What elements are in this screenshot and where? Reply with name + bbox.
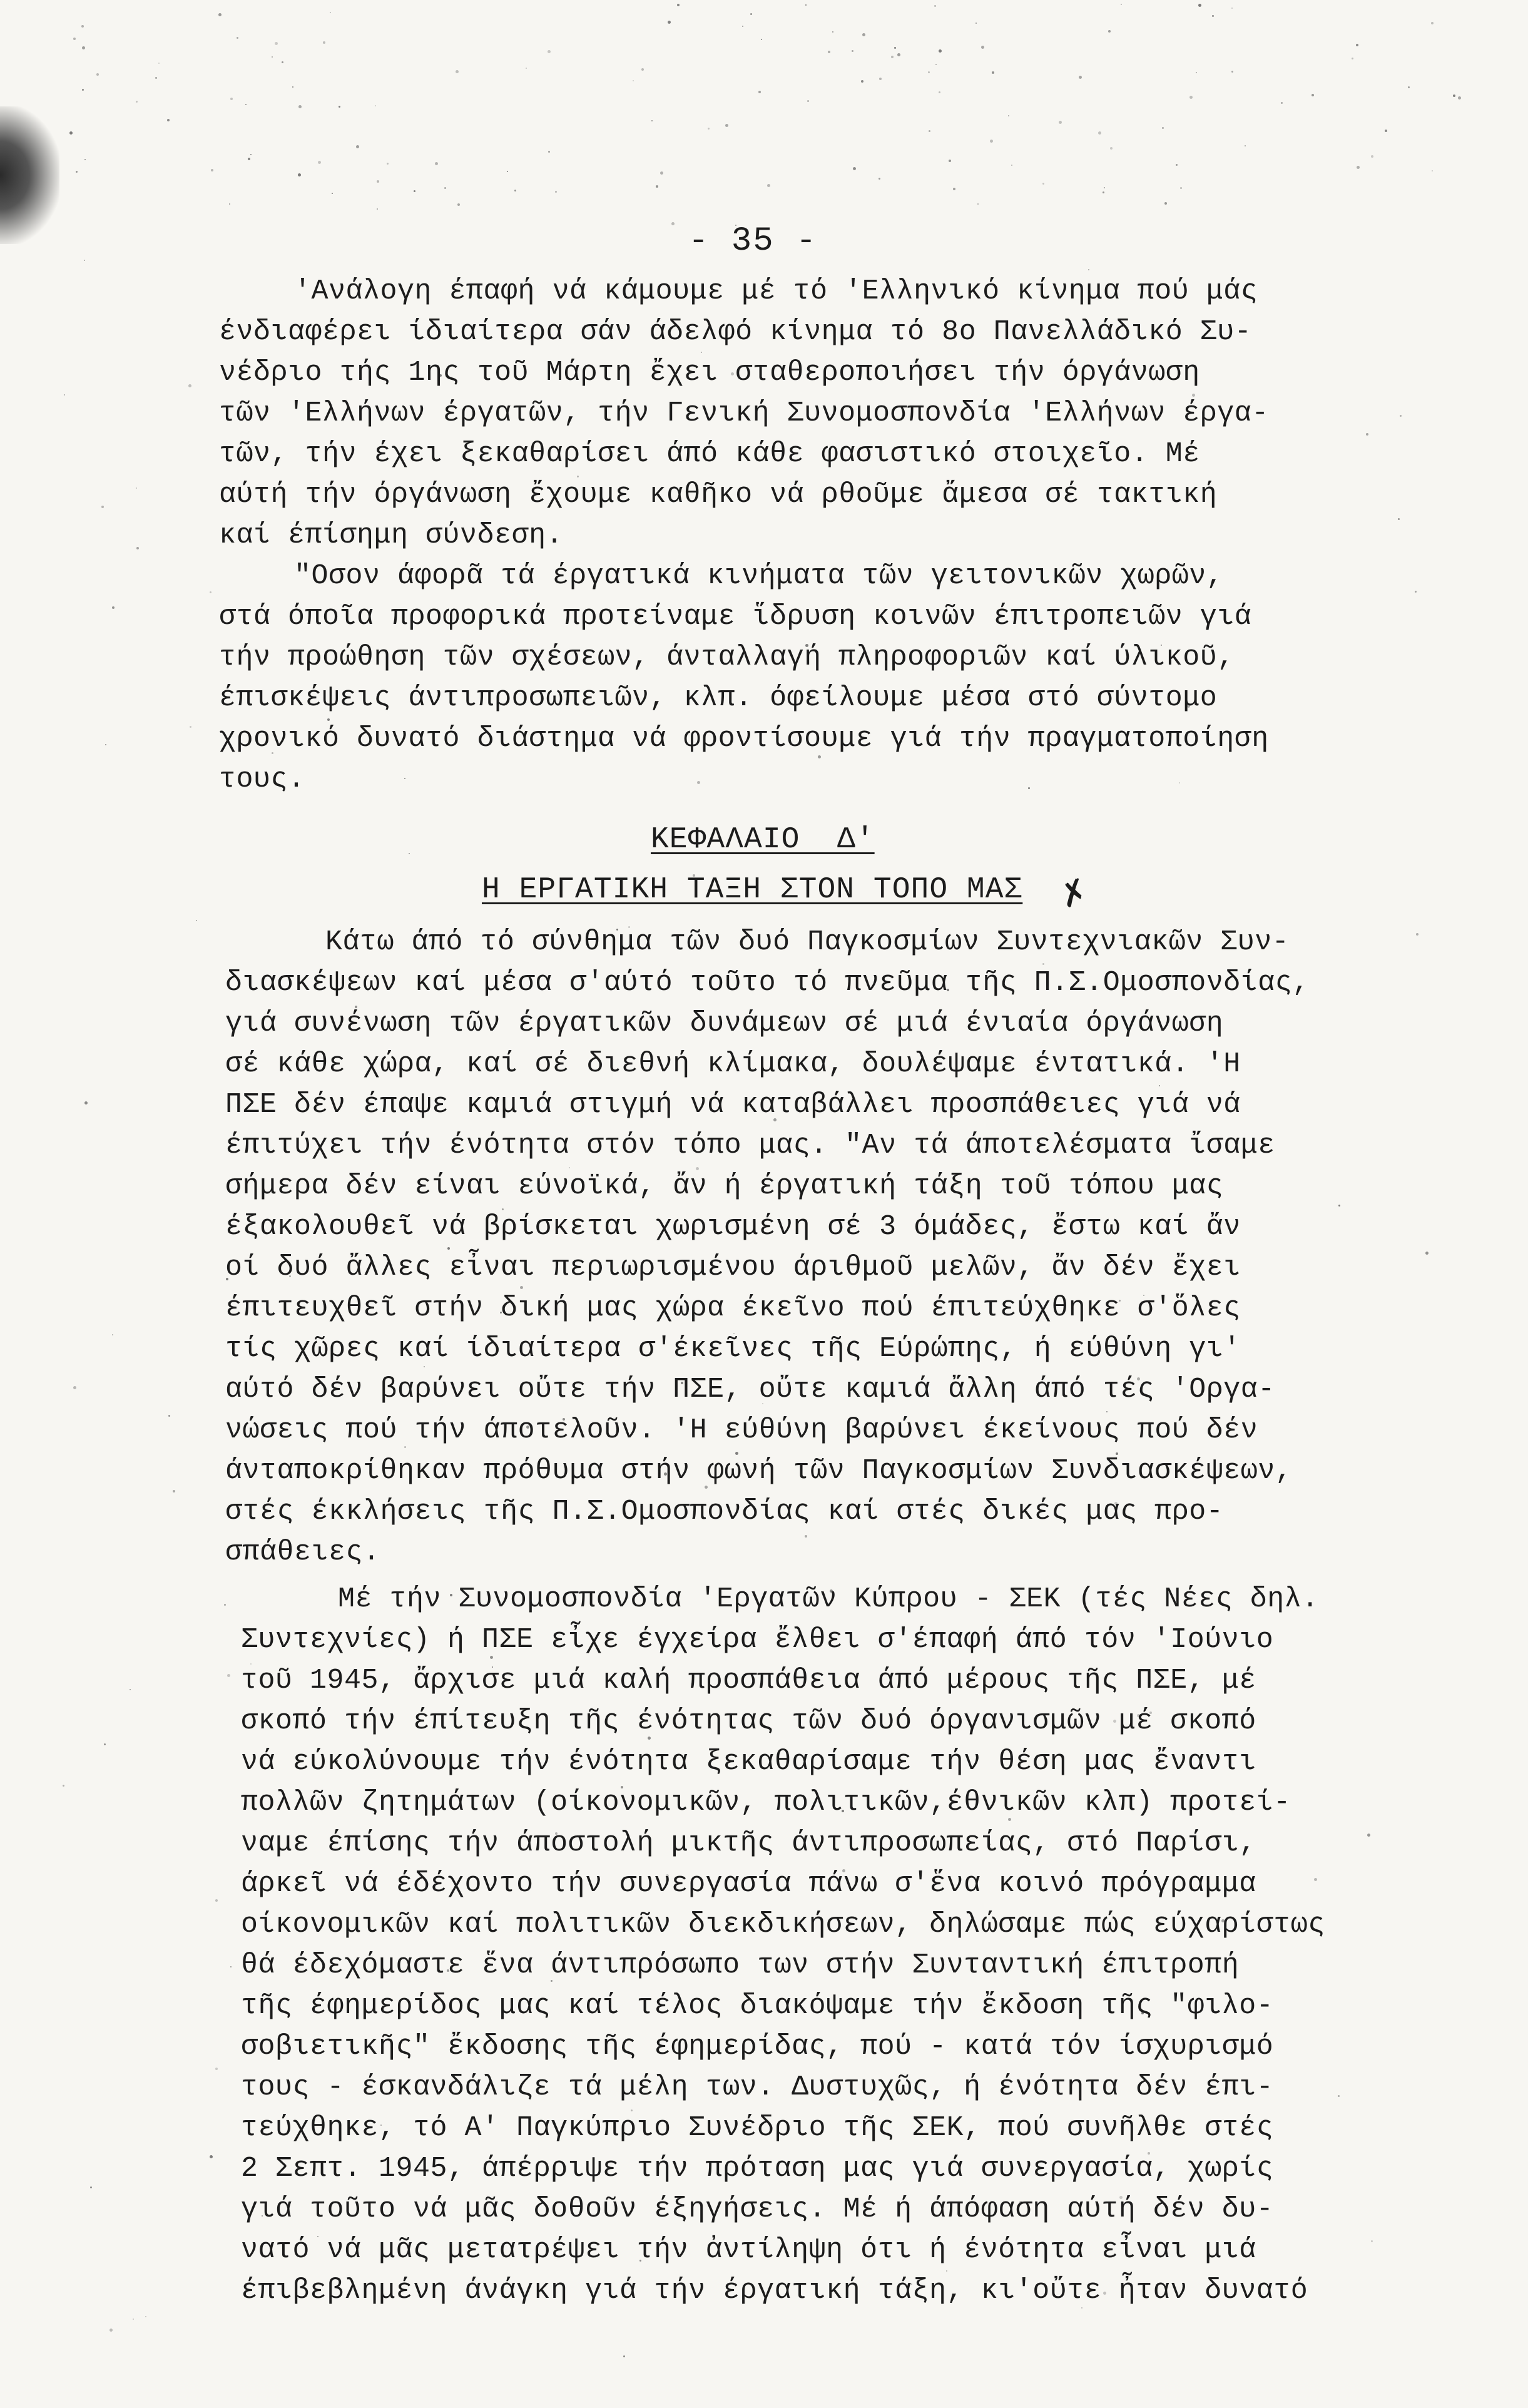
scan-speck: [155, 77, 157, 79]
scan-speck: [224, 1604, 226, 1606]
scan-speck: [514, 190, 516, 191]
scan-speck: [173, 1490, 175, 1492]
scan-speck: [1108, 30, 1111, 33]
scan-speck: [101, 506, 104, 508]
scan-speck: [1079, 76, 1082, 79]
text-line: θά έδεχόμαστε ἕνα άντιπρόσωπο των στήν Συνταντική έπιτροπή: [241, 1949, 1240, 1981]
scan-speck: [136, 101, 138, 103]
scan-speck: [215, 2068, 218, 2070]
scan-speck: [158, 63, 160, 64]
text-line: σπάθειες.: [225, 1536, 380, 1568]
scan-speck: [218, 13, 222, 16]
scan-speck: [1416, 933, 1418, 936]
scan-speck: [69, 131, 73, 135]
scan-speck: [879, 78, 882, 80]
scan-speck: [767, 184, 770, 187]
text-line: Μέ τήν Συνομοσπονδία 'Εργατῶν Κύπρου - ΣΕΚ (τές Νέες δηλ.: [338, 1583, 1319, 1615]
text-line: 'Ανάλογη έπαφή νά κάμουμε μέ τό 'Ελληνικό κίνημα πού μάς: [294, 275, 1258, 307]
scan-speck: [725, 124, 728, 127]
chapter-label: ΚΕΦΑΛΑΙΟ Δ': [651, 823, 875, 857]
scan-speck: [298, 105, 302, 108]
scan-speck: [227, 1674, 230, 1677]
scan-speck: [879, 178, 880, 180]
scan-speck: [1212, 15, 1214, 17]
scan-speck: [1367, 1834, 1370, 1837]
scan-speck: [805, 1535, 807, 1538]
scan-speck: [548, 50, 551, 53]
scan-speck: [82, 46, 85, 49]
text-line: έπιβεβλημένη άνάγκη γιά τήν έργατική τάξη, κι'οὔτε ἦταν δυνατό: [241, 2275, 1308, 2307]
scan-speck: [697, 781, 700, 784]
scan-speck: [1431, 22, 1434, 24]
scan-speck: [133, 2319, 134, 2320]
scan-speck: [1398, 518, 1400, 520]
scan-speck: [318, 161, 321, 164]
scan-speck: [82, 89, 84, 91]
scan-speck: [81, 25, 84, 28]
scan-speck: [1432, 170, 1433, 171]
text-line: Κάτω άπό τό σύνθημα τῶν δυό Παγκοσμίων Συντεχνιακῶν Συν-: [325, 926, 1290, 958]
text-line: 2 Σεπτ. 1945, άπέρριψε τήν πρόταση μας γιά συνεργασία, χωρίς: [241, 2153, 1274, 2185]
text-line: καί έπίσημη σύνδεση.: [219, 519, 564, 551]
text-line: τήν προώθηση τῶν σχέσεων, άνταλλαγή πληροφοριῶν καί ύλικοῦ,: [219, 641, 1235, 673]
scan-speck: [977, 203, 979, 205]
scan-speck: [1164, 202, 1167, 205]
scan-speck: [145, 2316, 146, 2317]
scan-speck: [761, 39, 762, 40]
scan-speck: [1408, 86, 1410, 88]
text-line: πολλῶν ζητημάτων (οίκονομικῶν, πολιτικῶν,έθνικῶν κλπ) προτεί-: [241, 1787, 1291, 1819]
scan-speck: [84, 1101, 88, 1105]
scan-speck: [953, 188, 955, 190]
text-line: "Οσον άφορᾶ τά έργατικά κινήματα τῶν γειτονικῶν χωρῶν,: [294, 560, 1224, 592]
scan-speck: [457, 203, 460, 206]
scan-speck: [1088, 269, 1089, 270]
text-line: τους - έσκανδάλιζε τά μέλη των. Δυστυχῶς, ή ένότητα δέν έπι-: [241, 2071, 1274, 2103]
scan-speck: [1371, 2240, 1373, 2242]
text-line: χρονικό δυνατό διάστημα νά φροντίσουμε γιά τήν πραγματοποίηση: [219, 723, 1269, 755]
scan-speck: [112, 1334, 113, 1335]
scan-speck: [210, 591, 211, 593]
text-line: τῶν, τήν έχει ξεκαθαρίσει άπό κάθε φασιστικό στοιχεῖο. Μέ: [219, 438, 1200, 470]
text-line: τῆς έφημερίδος μας καί τέλος διακόψαμε τήν ἔκδοση τῆς "φιλο-: [241, 1990, 1274, 2022]
scan-speck: [130, 1689, 131, 1690]
scan-speck: [990, 140, 993, 143]
scan-speck: [949, 160, 951, 162]
scan-speck: [832, 31, 833, 33]
scan-speck: [807, 100, 809, 102]
scan-speck: [1189, 96, 1193, 99]
scan-speck: [1011, 165, 1012, 166]
scan-speck: [1176, 164, 1178, 166]
scan-speck: [934, 5, 936, 7]
scan-speck: [456, 70, 459, 73]
text-line: γιά συνένωση τῶν έργατικῶν δυνάμεων σέ μιά ένιαία όργάνωση: [225, 1008, 1224, 1039]
scan-speck: [330, 12, 331, 13]
scan-speck: [377, 180, 379, 183]
scan-speck: [490, 1656, 493, 1659]
scan-speck: [992, 71, 994, 74]
scan-speck: [818, 755, 821, 758]
scan-speck: [1121, 4, 1122, 5]
scan-speck: [758, 91, 761, 93]
scan-speck: [1042, 183, 1044, 185]
scan-speck: [237, 37, 238, 39]
scan-speck: [671, 222, 675, 225]
scan-speck: [548, 151, 550, 153]
scan-speck: [623, 2355, 625, 2357]
scan-speck: [1103, 191, 1104, 193]
text-line: γιά τοῦτο νά μᾶς δοθοῦν έξηγήσεις. Μέ ή άπόφαση αύτή δέν δυ-: [241, 2193, 1274, 2225]
scan-speck: [1415, 591, 1417, 593]
text-line: άρκεῖ νά έδέχοντο τήν συνεργασία πάνω σ'ἕνα κοινό πρόγραμμα: [241, 1868, 1256, 1900]
scan-speck: [1281, 102, 1283, 104]
scan-speck: [1400, 415, 1402, 417]
scan-speck: [861, 80, 863, 83]
text-line: τῶν 'Ελλήνων έργατῶν, τήν Γενική Συνομοσπονδία 'Ελλήνων έργα-: [219, 397, 1269, 429]
scan-speck: [1371, 155, 1373, 158]
scan-speck: [928, 71, 930, 73]
scan-speck: [136, 547, 139, 549]
scan-speck: [215, 1899, 218, 1902]
scan-speck: [750, 13, 752, 15]
text-line: τοῦ 1945, ἄρχισε μιά καλή προσπάθεια άπό μέρους τῆς ΠΣΕ, μέ: [241, 1665, 1256, 1696]
text-line: ναμε έπίσης τήν άποστολή μικτῆς άντιπροσωπείας, στό Παρίσι,: [241, 1827, 1256, 1859]
scan-speck: [569, 1167, 570, 1168]
scan-speck: [939, 91, 940, 93]
scan-binding-shadow: [0, 106, 59, 244]
scan-speck: [282, 61, 283, 63]
scan-speck: [190, 726, 191, 728]
scan-speck: [84, 159, 86, 160]
scan-speck: [414, 190, 415, 192]
text-line: αύτό δέν βαρύνει οὔτε τήν ΠΣΕ, οὔτε καμιά ἄλλη άπό τές 'Οργα-: [225, 1374, 1275, 1406]
scan-speck: [1196, 72, 1197, 73]
scan-speck: [211, 169, 213, 171]
scan-speck: [292, 86, 293, 88]
text-line: αύτή τήν όργάνωση ἔχουμε καθῆκο νά ρθοῦμε ἄμεσα σέ τακτική: [219, 479, 1218, 511]
text-line: στές έκκλήσεις τῆς Π.Σ.Ομοσπονδίας καί στές δικές μας προ-: [225, 1496, 1224, 1528]
chapter-title: Η ΕΡΓΑΤΙΚΗ ΤΑΞΗ ΣΤΟΝ ΤΟΠΟ ΜΑΣ: [482, 873, 1023, 907]
scan-speck: [1059, 121, 1062, 124]
scan-speck: [112, 606, 115, 609]
scan-speck: [1338, 1205, 1340, 1207]
text-line: Συντεχνίες) ή ΠΣΕ εἶχε έγχείρα ἔλθει σ'έπαφή άπό τόν 'Ιούνιο: [241, 1624, 1274, 1656]
text-line: σοβιετικῆς" ἔκδοσης τῆς έφημερίδας, πού - κατά τόν ίσχυρισμό: [241, 2031, 1274, 2063]
text-line: ΠΣΕ δέν έπαψε καμιά στιγμή νά καταβάλλει προσπάθειες γιά νά: [225, 1089, 1241, 1121]
text-line: σήμερα δέν είναι εύνοϊκά, ἄν ή έργατική τάξη τοῦ τόπου μας: [225, 1170, 1224, 1202]
scan-speck: [230, 98, 233, 100]
scan-speck: [245, 104, 247, 105]
scan-speck: [1198, 4, 1201, 7]
scan-speck: [409, 853, 410, 854]
scan-speck: [946, 2270, 947, 2272]
scan-speck: [526, 68, 527, 69]
scan-speck: [105, 744, 106, 745]
scan-speck: [633, 80, 634, 81]
scan-speck: [1162, 127, 1164, 129]
scan-speck: [891, 56, 894, 58]
scan-speck: [708, 128, 710, 130]
scan-speck: [853, 167, 856, 170]
scan-speck: [862, 33, 865, 36]
text-line: νά εύκολύνουμε τήν ένότητα ξεκαθαρίσαμε τήν θέση μας ἔναντι: [241, 1746, 1256, 1778]
scan-speck: [1042, 963, 1044, 965]
scan-speck: [660, 171, 663, 175]
scan-speck: [73, 38, 76, 40]
scan-speck: [167, 119, 170, 121]
scan-speck: [668, 21, 671, 24]
scan-speck: [939, 49, 942, 53]
scan-speck: [272, 56, 273, 58]
scan-speck: [1338, 2095, 1340, 2097]
text-line: νώσεις πού τήν άποτελοῦν. 'Η εύθύνη βαρύνει έκείνους πού δέν: [225, 1414, 1258, 1446]
scan-speck: [631, 2110, 633, 2111]
scan-speck: [73, 1386, 76, 1389]
scan-speck: [507, 171, 508, 172]
scan-speck: [1453, 94, 1455, 97]
scan-speck: [1180, 187, 1182, 189]
scan-speck: [424, 1366, 425, 1367]
scan-speck: [229, 203, 230, 205]
scan-speck: [275, 42, 278, 45]
scan-speck: [1106, 1411, 1108, 1412]
text-line: τους.: [219, 763, 305, 795]
scan-speck: [502, 1208, 504, 1210]
scan-speck: [1385, 130, 1387, 132]
text-line: οί δυό ἄλλες εἶναι περιωρισμένου άριθμοῦ μελῶν, ἄν δέν ἔχει: [225, 1252, 1241, 1283]
scan-speck: [641, 68, 644, 71]
scan-speck: [935, 64, 937, 65]
scan-speck: [375, 105, 376, 106]
text-line: στά όποῖα προφορικά προτείναμε ἵδρυση κοινῶν έπιτροπειῶν γιά: [219, 601, 1252, 633]
scan-speck: [76, 171, 78, 173]
page-number: - 35 -: [688, 222, 818, 260]
text-line: νατό νά μᾶς μετατρέψει τήν ἀντίληψη ότι ή ένότητα εἶναι μιά: [241, 2234, 1256, 2266]
scan-speck: [1352, 58, 1353, 59]
scan-speck: [210, 2155, 213, 2158]
scan-speck: [1458, 96, 1461, 99]
scan-speck: [188, 384, 191, 387]
scan-speck: [520, 1286, 523, 1289]
scan-speck: [250, 154, 252, 155]
scan-speck: [196, 920, 197, 921]
scan-speck: [90, 2186, 92, 2188]
scan-speck: [742, 26, 743, 27]
scan-speck: [377, 208, 378, 210]
text-line: ένδιαφέρει ίδιαίτερα σάν άδελφό κίνημα τό 8ο Πανελλάδικό Συ-: [219, 316, 1252, 348]
scan-speck: [1104, 187, 1105, 188]
scan-speck: [1357, 166, 1360, 169]
scan-speck: [64, 394, 65, 395]
scan-speck: [1110, 147, 1113, 150]
text-line: οίκονομικῶν καί πολιτικῶν διεκδικήσεων, δηλώσαμε πώς εύχαρίστως: [241, 1909, 1325, 1941]
scan-speck: [63, 1785, 64, 1787]
scan-speck: [852, 50, 853, 52]
text-line: νέδριο τής 1ης τοῦ Μάρτη ἔχει σταθεροποιήσει τήν όργάνωση: [219, 357, 1200, 389]
scan-speck: [651, 120, 653, 121]
scan-speck: [435, 162, 438, 165]
text-line: έπισκέψεις άντιπροσωπειῶν, κλπ. όφείλουμε μέσα στό σύντομο: [219, 682, 1218, 714]
text-line: τεύχθηκε, τό Α' Παγκύπριο Συνέδριο τῆς ΣΕΚ, πού συνῆλθε στές: [241, 2112, 1274, 2144]
scan-speck: [1192, 394, 1195, 397]
scan-speck: [894, 47, 896, 49]
scan-speck: [677, 4, 680, 6]
scan-speck: [110, 2329, 113, 2332]
text-line: σκοπό τήν έπίτευξη τῆς ένότητας τῶν δυό όργανισμῶν μέ σκοπό: [241, 1705, 1256, 1737]
scan-speck: [1098, 131, 1101, 135]
scan-speck: [929, 130, 930, 132]
scan-speck: [1425, 1252, 1429, 1255]
scan-speck: [981, 46, 984, 49]
scan-speck: [1314, 1878, 1317, 1881]
scan-speck: [656, 185, 658, 188]
text-line: έξακολουθεῖ νά βρίσκεται χωρισμένη σέ 3 όμάδες, ἔστω καί ἄν: [225, 1211, 1241, 1243]
text-line: έπιτευχθεῖ στήν δική μας χώρα έκεῖνο πού έπιτεύχθηκε σ'ὅλες: [225, 1292, 1241, 1324]
scan-speck: [332, 193, 333, 194]
scan-speck: [136, 487, 137, 489]
scan-speck: [828, 51, 830, 53]
scan-speck: [577, 476, 579, 477]
scan-speck: [298, 173, 301, 176]
text-line: διασκέψεων καί μέσα σ'αύτό τοῦτο τό πνεῦμα τῆς Π.Σ.Ομοσπονδίας,: [225, 967, 1310, 999]
scan-speck: [1231, 71, 1233, 73]
scan-speck: [1028, 787, 1030, 789]
scan-speck: [555, 191, 557, 193]
scan-speck: [1159, 1085, 1160, 1086]
scan-speck: [447, 1247, 450, 1250]
scan-speck: [1008, 115, 1009, 116]
scan-speck: [404, 1446, 406, 1448]
scan-speck: [1356, 44, 1358, 46]
scan-speck: [975, 23, 977, 24]
text-line: άνταποκρίθηκαν πρόθυμα στήν φωνή τῶν Παγκοσμίων Συνδιασκέψεων,: [225, 1455, 1293, 1487]
scan-speck: [230, 1966, 232, 1967]
scan-speck: [248, 158, 250, 160]
scan-speck: [104, 1743, 106, 1745]
scan-speck: [1231, 8, 1233, 9]
scan-speck: [356, 145, 359, 148]
scan-speck: [1081, 2307, 1082, 2309]
scan-speck: [805, 4, 807, 6]
handwritten-mark: ✗: [1054, 867, 1094, 921]
scan-speck: [387, 163, 389, 165]
scan-speck: [404, 778, 405, 779]
scan-speck: [168, 1415, 170, 1417]
scan-speck: [1245, 145, 1246, 146]
scan-speck: [701, 352, 702, 353]
text-line: έπιτύχει τήν ένότητα στόν τόπο μας. "Αν τά άποτελέσματα ἴσαμε: [225, 1130, 1275, 1161]
text-line: σέ κάθε χώρα, καί σέ διεθνή κλίμακα, δουλέψαμε έντατικά. 'Η: [225, 1048, 1241, 1080]
scan-speck: [1312, 94, 1314, 96]
scan-speck: [327, 718, 330, 721]
scan-speck: [897, 53, 900, 56]
scan-speck: [96, 73, 99, 76]
scan-speck: [339, 106, 340, 108]
scan-speck: [444, 187, 446, 189]
scan-speck: [1179, 782, 1180, 783]
scan-speck: [84, 260, 85, 261]
scan-speck: [323, 41, 325, 44]
scan-speck: [1366, 433, 1368, 436]
text-line: τίς χῶρες καί ίδιαίτερα σ'έκεῖνες τῆς Εύρώπης, ή εύθύνη γι': [225, 1333, 1241, 1365]
